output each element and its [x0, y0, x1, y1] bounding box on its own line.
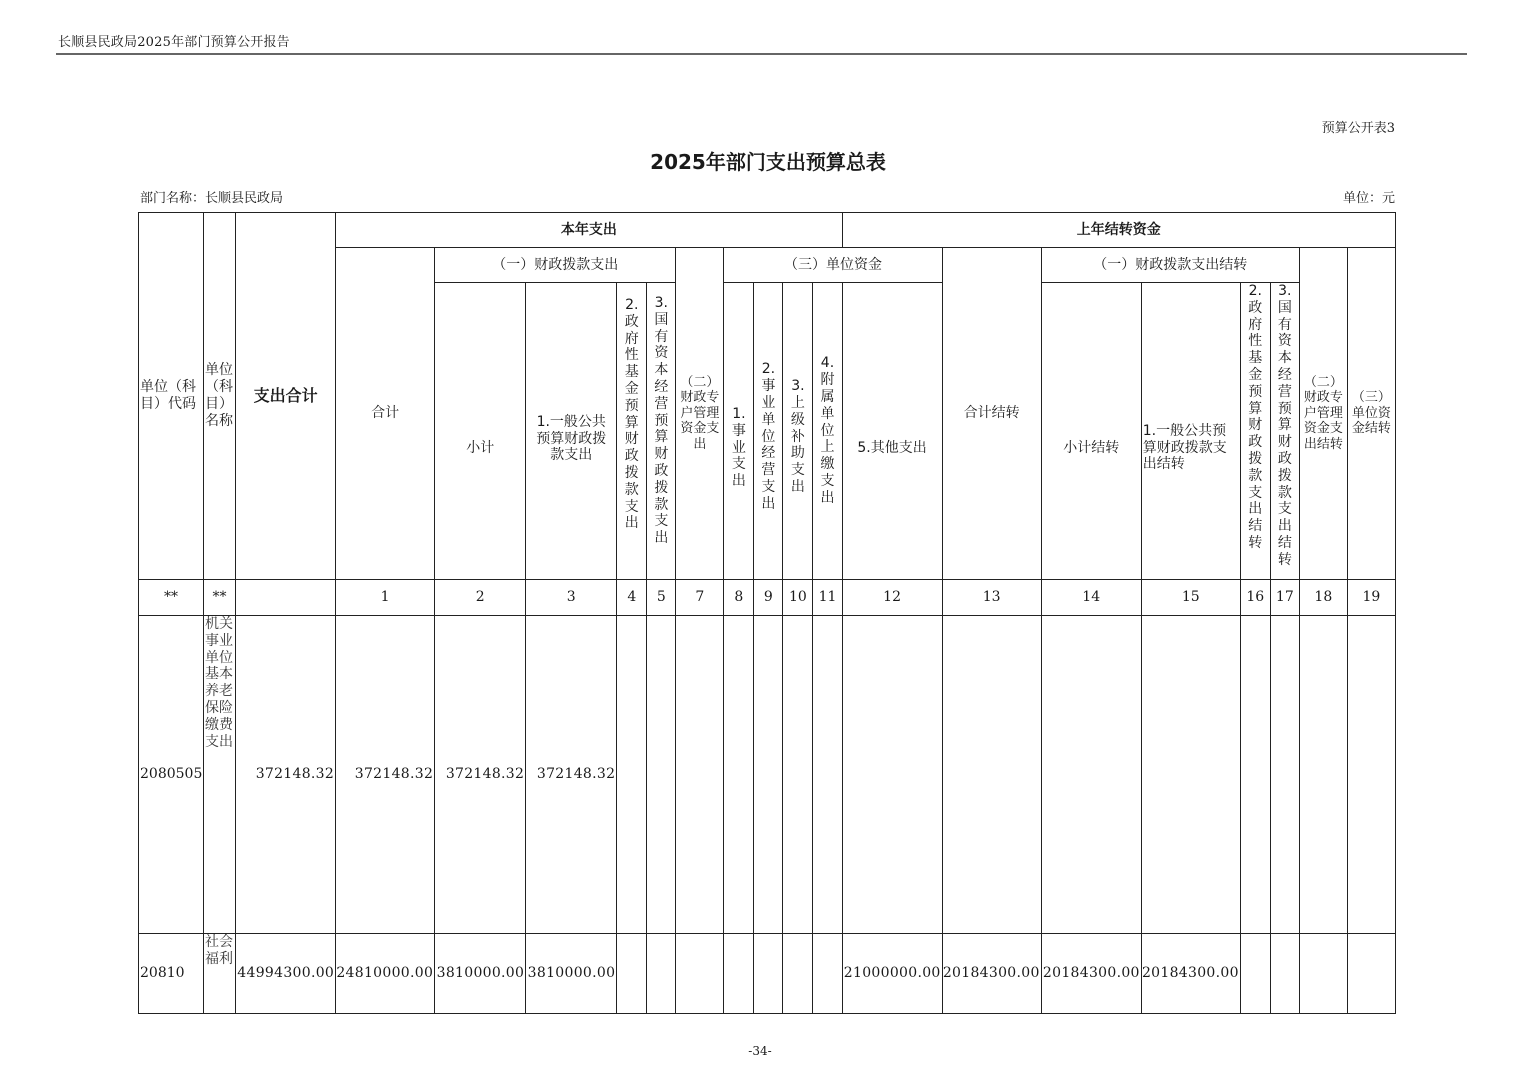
cell-subsidy: [783, 934, 813, 1014]
col-state-capital: 3.国有资本经营预算财政拨款支出: [647, 283, 676, 580]
cell-carry-gov-fund: [1240, 934, 1270, 1014]
col-operating: 2.事业单位经营支出: [754, 283, 783, 580]
department-label: 部门名称：: [140, 191, 206, 206]
cell-subsidy: [783, 616, 813, 934]
cell-affiliated: [813, 616, 842, 934]
col-other: 5.其他支出: [842, 283, 942, 580]
cell-career-income: [724, 934, 754, 1014]
index-cell: 19: [1347, 580, 1395, 616]
subgroup-fiscal-alloc: （一）财政拨款支出: [435, 248, 676, 283]
cell-carry-general: 20184300.00: [1141, 934, 1240, 1014]
index-cell: 13: [942, 580, 1041, 616]
index-cell: 10: [783, 580, 813, 616]
cell-carry-unit: [1347, 934, 1395, 1014]
index-cell: 2: [435, 580, 526, 616]
col-general-budget: 1.一般公共预算财政拨款支出: [526, 283, 617, 580]
unit-line: [1343, 187, 1395, 206]
cell-carry-total: 20184300.00: [942, 934, 1041, 1014]
cell-carry-general: [1141, 616, 1240, 934]
cell-carry-subtotal: [1041, 616, 1141, 934]
index-cell: 11: [813, 580, 842, 616]
subgroup-unit-funds: （三）单位资金: [724, 248, 942, 283]
cell-carry-total: [942, 616, 1041, 934]
col-career-income: 1.事业支出: [724, 283, 754, 580]
cell-carry-special: [1299, 934, 1347, 1014]
index-cell: 4: [617, 580, 647, 616]
cell-xiaoji: 3810000.00: [435, 934, 526, 1014]
department-name: 长顺县民政局: [205, 191, 284, 206]
cell-carry-gov-fund: [1240, 616, 1270, 934]
col-gov-fund: 2.政府性基金预算财政拨款支出: [617, 283, 647, 580]
cell-carry-subtotal: 20184300.00: [1041, 934, 1141, 1014]
col-unit-name: 单位（科目）名称: [204, 213, 236, 580]
cell-total: 372148.32: [236, 616, 336, 934]
index-cell: **: [204, 580, 236, 616]
table-row: [139, 934, 1396, 1014]
cell-total: 44994300.00: [236, 934, 336, 1014]
col-subsidy: 3.上级补助支出: [783, 283, 813, 580]
index-row: [139, 580, 1396, 616]
col-carry-general: 1.一般公共预算财政拨款支出结转: [1141, 283, 1240, 580]
row-code: 20810: [139, 934, 204, 1014]
cell-carry-state-capital: [1270, 616, 1299, 934]
col-special-account: （二）财政专户管理资金支出: [676, 248, 724, 580]
row-name: 社会福利: [204, 934, 236, 1014]
index-cell: [236, 580, 336, 616]
cell-general-budget: 3810000.00: [526, 934, 617, 1014]
cell-carry-state-capital: [1270, 934, 1299, 1014]
header-rule: [56, 53, 1467, 55]
form-number: 预算公开表3: [1321, 121, 1395, 136]
index-cell: 12: [842, 580, 942, 616]
index-cell: 5: [647, 580, 676, 616]
col-heji: 合计: [336, 248, 435, 580]
index-cell: 9: [754, 580, 783, 616]
col-carry-subtotal: 小计结转: [1041, 283, 1141, 580]
expenditure-budget-table: [138, 212, 1396, 1014]
col-total: 支出合计: [236, 213, 336, 580]
cell-general-budget: 372148.32: [526, 616, 617, 934]
row-code: 2080505: [139, 616, 204, 934]
cell-xiaoji: 372148.32: [435, 616, 526, 934]
index-cell: 18: [1299, 580, 1347, 616]
cell-heji: 372148.32: [336, 616, 435, 934]
running-header: 长顺县民政局2025年部门预算公开报告: [58, 35, 290, 50]
cell-carry-special: [1299, 616, 1347, 934]
cell-operating: [754, 616, 783, 934]
col-carry-unit: （三）单位资金结转: [1347, 248, 1395, 580]
department-line: [140, 187, 283, 206]
col-unit-code: 单位（科目）代码: [139, 213, 204, 580]
col-carry-special: （二）财政专户管理资金支出结转: [1299, 248, 1347, 580]
cell-special-account: [676, 934, 724, 1014]
index-cell: 15: [1141, 580, 1240, 616]
col-affiliated: 4.附属单位上缴支出: [813, 283, 842, 580]
index-cell: **: [139, 580, 204, 616]
col-carry-state-capital: 3.国有资本经营预算财政拨款支出结转: [1270, 283, 1299, 580]
col-xiaoji: 小计: [435, 283, 526, 580]
page-number: -34-: [748, 1044, 772, 1058]
index-cell: 1: [336, 580, 435, 616]
index-cell: 16: [1240, 580, 1270, 616]
cell-state-capital: [647, 934, 676, 1014]
cell-state-capital: [647, 616, 676, 934]
cell-other: [842, 616, 942, 934]
cell-affiliated: [813, 934, 842, 1014]
index-cell: 3: [526, 580, 617, 616]
col-carry-gov-fund: 2.政府性基金预算财政拨款支出结转: [1240, 283, 1270, 580]
cell-heji: 24810000.00: [336, 934, 435, 1014]
group-current-year: 本年支出: [336, 213, 842, 248]
cell-special-account: [676, 616, 724, 934]
cell-other: 21000000.00: [842, 934, 942, 1014]
cell-gov-fund: [617, 934, 647, 1014]
col-carry-total: 合计结转: [942, 248, 1041, 580]
page-title: 2025年部门支出预算总表: [650, 150, 886, 174]
subgroup-fiscal-carry: （一）财政拨款支出结转: [1041, 248, 1299, 283]
row-name: 机关事业单位基本养老保险缴费支出: [204, 616, 236, 934]
cell-gov-fund: [617, 616, 647, 934]
index-cell: 14: [1041, 580, 1141, 616]
unit-value: 元: [1381, 191, 1395, 206]
cell-carry-unit: [1347, 616, 1395, 934]
unit-label: 单位：: [1342, 191, 1382, 206]
group-carryover: 上年结转资金: [842, 213, 1395, 248]
index-cell: 8: [724, 580, 754, 616]
index-cell: 7: [676, 580, 724, 616]
cell-career-income: [724, 616, 754, 934]
table-row: [139, 616, 1396, 934]
cell-operating: [754, 934, 783, 1014]
index-cell: 17: [1270, 580, 1299, 616]
